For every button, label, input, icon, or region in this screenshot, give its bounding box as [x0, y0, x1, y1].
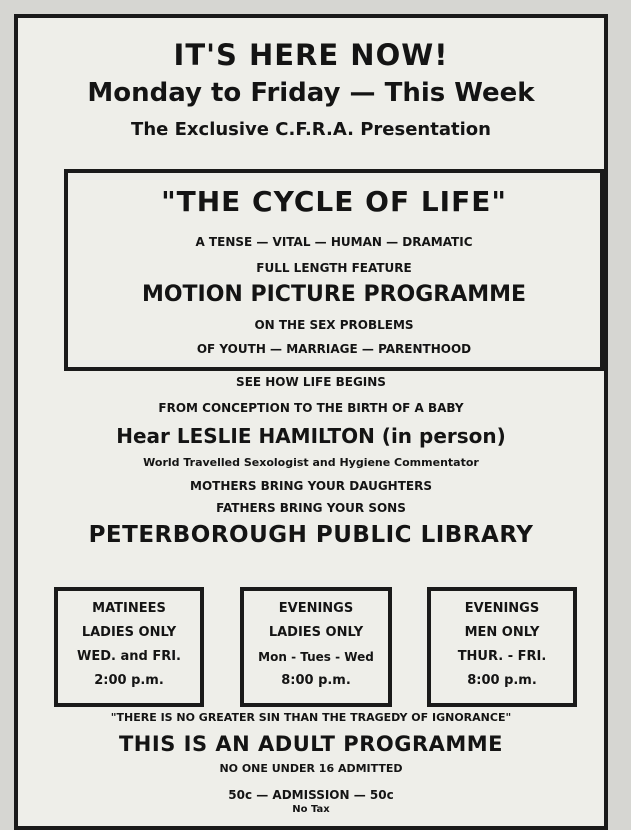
session-time: 8:00 p.m. — [467, 673, 537, 688]
feature-length: FULL LENGTH FEATURE — [256, 261, 412, 275]
session-title: EVENINGS — [464, 601, 540, 616]
session-box-evenings-ladies — [240, 587, 392, 707]
session-title: MATINEES — [92, 601, 166, 616]
feature-subject: ON THE SEX PROBLEMS — [254, 318, 414, 332]
venue: PETERBOROUGH PUBLIC LIBRARY — [88, 522, 534, 548]
feature-descriptors: A TENSE — VITAL — HUMAN — DRAMATIC — [195, 235, 473, 249]
session-audience: LADIES ONLY — [268, 625, 364, 640]
session-time: 2:00 p.m. — [94, 673, 164, 688]
fathers-line: FATHERS BRING YOUR SONS — [216, 501, 406, 515]
session-days: WED. and FRI. — [77, 649, 181, 664]
session-days: Mon - Tues - Wed — [258, 650, 374, 664]
schedule: Monday to Friday — This Week — [87, 78, 535, 108]
ignorance-quote: "THERE IS NO GREATER SIN THAN THE TRAGEDY OF IGNORANCE" — [110, 711, 512, 724]
session-audience: LADIES ONLY — [81, 625, 177, 640]
mothers-line: MOTHERS BRING YOUR DAUGHTERS — [190, 479, 432, 493]
advertisement-frame — [14, 14, 608, 830]
session-audience: MEN ONLY — [464, 625, 540, 640]
adult-notice: THIS IS AN ADULT PROGRAMME — [118, 732, 504, 756]
see-line-1: SEE HOW LIFE BEGINS — [236, 375, 386, 389]
credentials: World Travelled Sexologist and Hygiene Commentator — [143, 456, 479, 469]
session-title: EVENINGS — [278, 601, 354, 616]
feature-title: "THE CYCLE OF LIFE" — [161, 185, 507, 218]
feature-box — [64, 169, 604, 371]
feature-themes: OF YOUTH — MARRIAGE — PARENTHOOD — [196, 342, 472, 356]
age-restriction: NO ONE UNDER 16 ADMITTED — [219, 762, 403, 775]
headline: IT'S HERE NOW! — [173, 38, 449, 72]
feature-programme: MOTION PICTURE PROGRAMME — [141, 282, 527, 307]
tax-note: No Tax — [292, 804, 330, 815]
session-box-matinees — [54, 587, 204, 707]
session-time: 8:00 p.m. — [281, 673, 351, 688]
session-days: THUR. - FRI. — [457, 649, 547, 664]
hear-line: Hear LESLIE HAMILTON (in person) — [116, 424, 506, 448]
see-line-2: FROM CONCEPTION TO THE BIRTH OF A BABY — [158, 401, 464, 415]
session-box-evenings-men — [427, 587, 577, 707]
admission-price: 50c — ADMISSION — 50c — [228, 788, 394, 802]
presenter: The Exclusive C.F.R.A. Presentation — [131, 119, 491, 140]
